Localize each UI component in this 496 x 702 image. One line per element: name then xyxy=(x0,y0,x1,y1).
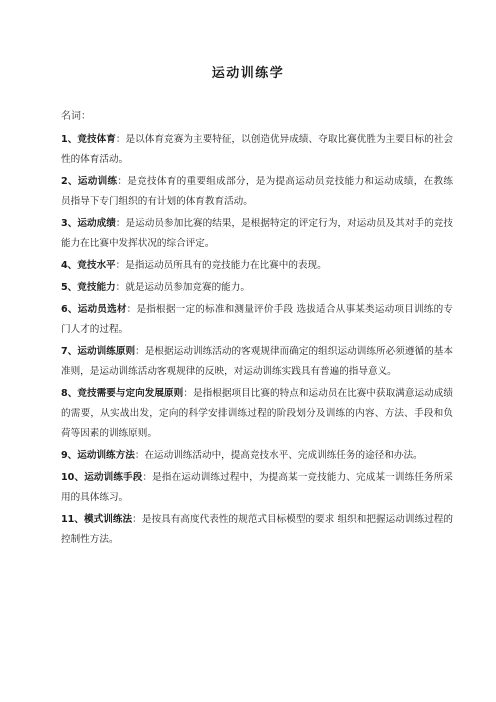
definition-entry xyxy=(61,256,453,276)
entry-definition: 是指根据项目比赛的特点和运动员在比赛中获取满意运动成绩的需要，从实战出发，定向的科学安排训练过程的阶段划分及训练的内容、方法、手段和负荷等因素的训练原则。 xyxy=(61,388,454,439)
entry-separator: ： xyxy=(126,304,137,315)
entry-term: 模式训练法 xyxy=(84,514,133,525)
entry-separator: ： xyxy=(142,472,153,483)
definition-entry xyxy=(61,278,453,298)
entry-number: 1、 xyxy=(61,134,78,145)
definition-entry xyxy=(61,214,453,254)
entry-definition: 是根据运动训练活动的客观规律而确定的组织运动训练所必须遵循的基本准则，是运动训练活动客观规律的反映，对运动训练实践具有普遍的指导意义。 xyxy=(61,346,454,377)
definition-entry xyxy=(61,468,453,508)
entry-definition: 就是运动员参加竞赛的能力。 xyxy=(125,282,250,293)
entry-separator: ： xyxy=(115,134,126,145)
entry-separator: ： xyxy=(134,450,145,461)
entry-term: 竞技水平 xyxy=(77,260,116,271)
definition-entry xyxy=(61,130,453,170)
entry-number: 5、 xyxy=(61,282,78,293)
entry-number: 4、 xyxy=(61,260,78,271)
entry-number: 9、 xyxy=(61,450,78,461)
entry-number: 3、 xyxy=(61,218,78,229)
entry-term: 运动训练原则 xyxy=(77,346,136,357)
entry-number: 7、 xyxy=(61,346,78,357)
entry-definition: 是按具有高度代表性的规范式目标模型的要求 组织和把握运动训练过程的控制性方法。 xyxy=(61,514,453,545)
entry-term: 运动训练 xyxy=(77,176,118,187)
entry-term: 竞技能力 xyxy=(77,282,116,293)
definition-entry xyxy=(61,384,453,444)
entry-number: 6、 xyxy=(61,304,78,315)
entry-term: 竞技体育 xyxy=(77,134,116,145)
entry-number: 2、 xyxy=(61,176,78,187)
entry-number: 10、 xyxy=(61,472,85,483)
entry-number: 8、 xyxy=(61,388,78,399)
definition-entry xyxy=(61,172,463,212)
entry-term: 运动训练方法 xyxy=(77,450,135,461)
entry-term: 运动训练手段 xyxy=(84,472,143,483)
entry-separator: ： xyxy=(135,346,145,357)
entry-separator: ： xyxy=(132,514,142,525)
entry-definition: 是指根据一定的标准和测量评价手段 选拔适合从事某类运动项目训练的专门人才的过程。 xyxy=(61,304,453,335)
definition-entry xyxy=(61,446,453,466)
entry-definition: 是指在运动训练过程中，为提高某一竞技能力、完成某一训练任务所采用的具体练习。 xyxy=(61,472,454,503)
definition-entry xyxy=(61,510,453,550)
entry-separator: ： xyxy=(183,388,193,399)
section-label: 名词： xyxy=(61,111,91,122)
definition-entry xyxy=(61,300,453,340)
entry-separator: ： xyxy=(115,282,126,293)
entry-number: 11、 xyxy=(61,514,85,525)
entry-separator: ： xyxy=(115,260,126,271)
entry-separator: ： xyxy=(115,218,126,229)
entry-term: 竞技需要与定向发展原则 xyxy=(77,388,184,399)
definition-entry xyxy=(61,342,453,382)
entry-term: 运动成绩 xyxy=(77,218,116,229)
entry-definition: 是运动员参加比赛的结果，是根据特定的评定行为，对运动员及其对手的竞技能力在比赛中发挥状况的综合评定。 xyxy=(61,218,454,249)
entry-definition: 是指运动员所具有的竞技能力在比赛中的表现。 xyxy=(125,260,327,271)
document-title: 运动训练学 xyxy=(211,66,285,81)
entry-definition: 是竞技体育的重要组成部分，是为提高运动员竞技能力和运动成绩，在教练 员指导下专门组织的有计划的体育教育活动。 xyxy=(61,176,463,207)
entry-separator: ： xyxy=(117,176,128,187)
entry-definition: 是以体育竞赛为主要特征，以创造优异成绩、夺取比赛优胜为主要目标的社会性的体育活动。 xyxy=(61,134,454,165)
definition-list xyxy=(61,130,463,552)
entry-term: 运动员选材 xyxy=(77,304,127,315)
entry-definition: 在运动训练活动中，提高竞技水平、完成训练任务的途径和办法。 xyxy=(144,450,423,461)
